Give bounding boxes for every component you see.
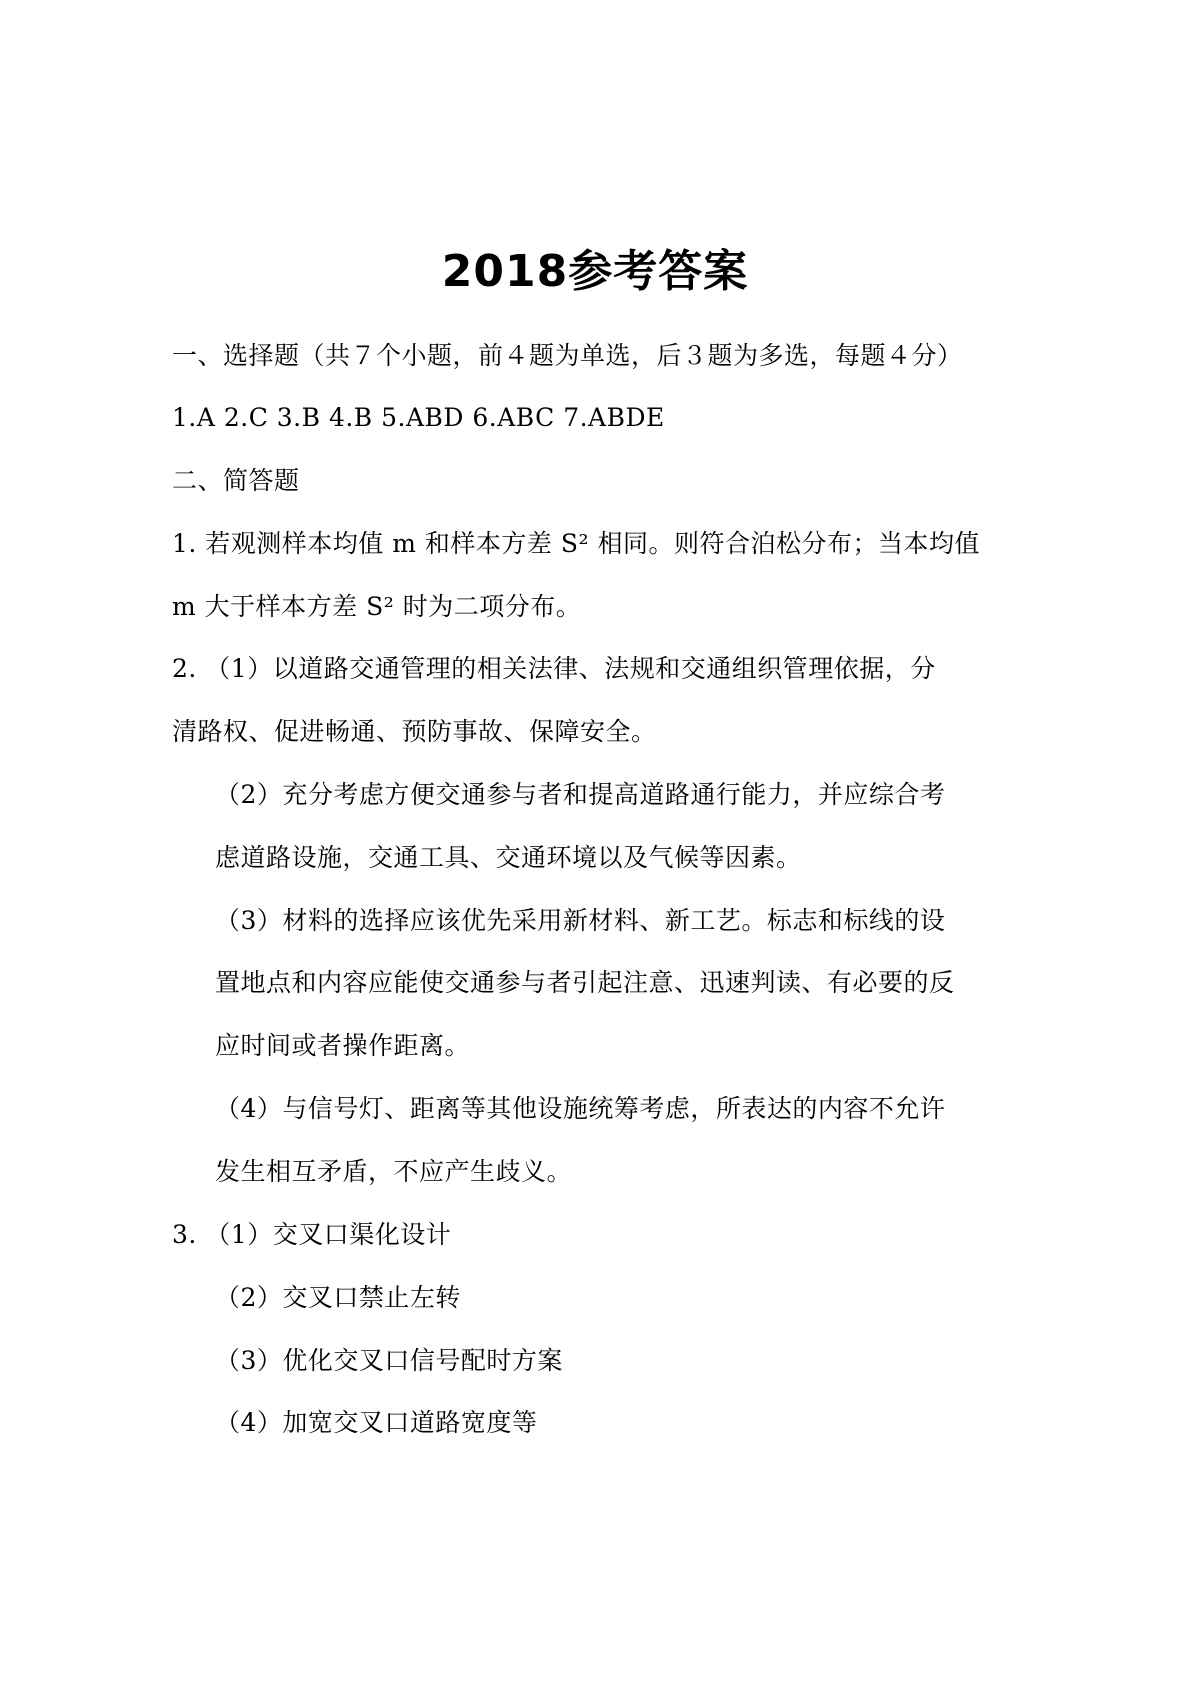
q3-item3: （3）优化交叉口信号配时方案 [215, 1346, 563, 1375]
q2-p3-line1: （3）材料的选择应该优先采用新材料、新工艺。标志和标线的设 [215, 906, 946, 935]
q3-item1: 3. （1）交叉口渠化设计 [172, 1220, 452, 1249]
q3-item4: （4）加宽交叉口道路宽度等 [215, 1408, 538, 1437]
section1-answers: 1.A 2.C 3.B 4.B 5.ABD 6.ABC 7.ABDE [172, 403, 665, 432]
q2-p2-line1: （2）充分考虑方便交通参与者和提高道路通行能力，并应综合考 [215, 780, 946, 809]
q2-p1-line1: 2. （1）以道路交通管理的相关法律、法规和交通组织管理依据，分 [172, 654, 936, 683]
q1-line1: 1. 若观测样本均值 m 和样本方差 S² 相同。则符合泊松分布；当本均值 [172, 529, 980, 558]
q2-p1-line2: 清路权、促进畅通、预防事故、保障安全。 [172, 717, 657, 746]
q2-p4-line2: 发生相互矛盾，不应产生歧义。 [215, 1157, 573, 1186]
section1-heading: 一、选择题（共７个小题，前４题为单选，后３题为多选，每题４分） [172, 341, 963, 370]
q2-p3-line2: 置地点和内容应能使交通参与者引起注意、迅速判读、有必要的反 [215, 968, 955, 997]
section2-heading: 二、简答题 [172, 466, 300, 495]
q3-item2: （2）交叉口禁止左转 [215, 1283, 461, 1312]
q1-line2: m 大于样本方差 S² 时为二项分布。 [172, 592, 582, 621]
q2-p3-line3: 应时间或者操作距离。 [215, 1031, 471, 1060]
q2-p2-line2: 虑道路设施，交通工具、交通环境以及气候等因素。 [215, 843, 802, 872]
page-title: 2018参考答案 [441, 246, 749, 297]
q2-p4-line1: （4）与信号灯、距离等其他设施统筹考虑，所表达的内容不允许 [215, 1094, 946, 1123]
